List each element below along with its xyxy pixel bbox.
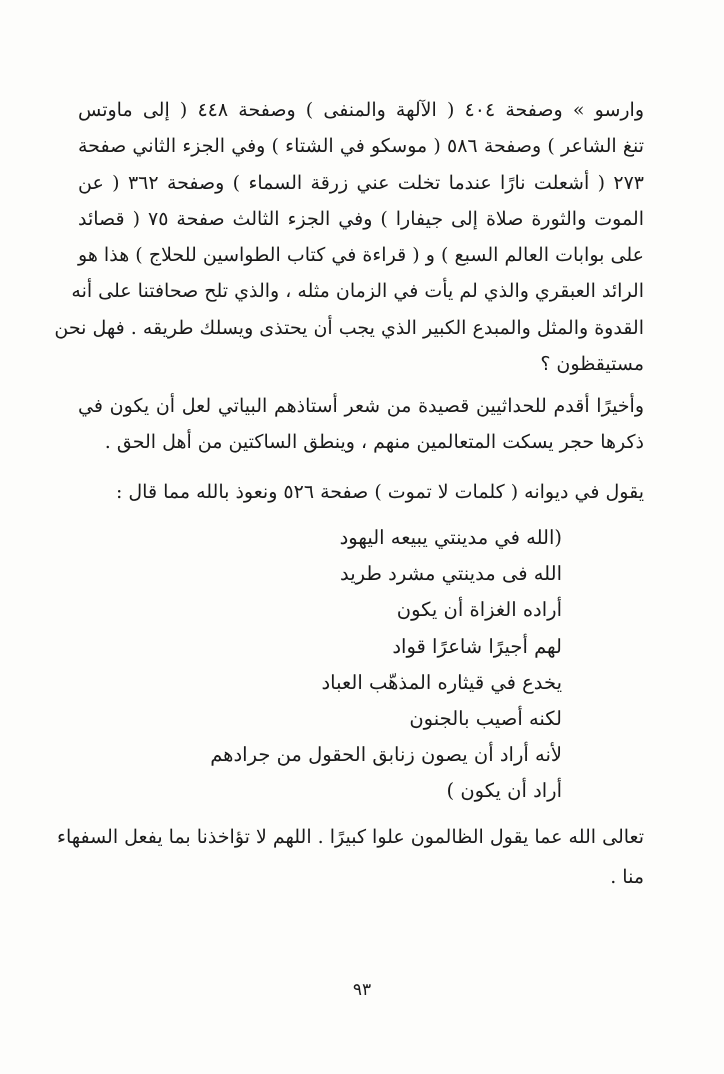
poem-line: الله فى مدينتي مشرد طريد [340, 562, 562, 586]
text-line: ذكرها حجر يسكت المتعالمين منهم ، وينطق الساكتين من أهل الحق . [104, 431, 644, 453]
text-line: القدوة والمثل والمبدع الكبير الذي يجب أن يحتذى ويسلك طريقه . فهل نحن [54, 316, 644, 339]
text-line: ٢٧٣ ( أشعلت نارًا عندما تخلت عني زرقة السماء ) وصفحة ٣٦٢ ( عن [78, 171, 644, 194]
text-line: وأخيرًا أقدم للحداثيين قصيدة من شعر أستاذهم البياتي لعل أن يكون في [78, 395, 644, 417]
text-line: الموت والثورة صلاة إلى جيفارا ) وفي الجزء الثالث صفحة ٧٥ ( قصائد [78, 207, 644, 230]
text-line: يقول في ديوانه ( كلمات لا تموت ) صفحة ٥٢٦ ونعوذ بالله مما قال : [115, 481, 644, 503]
text-line: على بوابات العالم السبع ) و ( قراءة في كتاب الطواسين للحلاج ) هذا هو [78, 244, 644, 267]
text-line: منا . [610, 866, 644, 888]
text-line: الرائد العبقري والذي لم يأت في الزمان مثله ، والذي تلح صحافتنا على أنه [71, 280, 644, 303]
poem-line: لهم أجيرًا شاعرًا قواد [392, 634, 562, 658]
text-line: مستيقظون ؟ [540, 353, 644, 376]
poem-block [142, 520, 562, 810]
poem-line: (الله في مدينتي يبيعه اليهود [339, 526, 562, 549]
text-line: وارسو » وصفحة ٤٠٤ ( الآلهة والمنفى ) وصفحة ٤٤٨ ( إلى ماوتس [78, 99, 645, 121]
paragraph-quote-intro [78, 474, 644, 510]
page-number: ٩٣ [352, 980, 372, 1000]
text-line: تعالى الله عما يقول الظالمون علوا كبيرًا . اللهم لا تؤاخذنا بما يفعل السفهاء [57, 826, 644, 848]
poem-line: لكنه أصيب بالجنون [409, 707, 562, 731]
poem-line: أراده الغزاة أن يكون [396, 598, 562, 622]
paragraph-introduction [78, 388, 644, 460]
paragraph-conclusion [57, 817, 644, 897]
paragraph-references [54, 92, 645, 382]
poem-line: لأنه أراد أن يصون زنابق الحقول من جرادهم [210, 743, 562, 767]
text-line: تنغ الشاعر ) وصفحة ٥٨٦ ( موسكو في الشتاء ) وفي الجزء الثاني صفحة [78, 135, 644, 158]
poem-line: يخدع في قيثاره المذهّب العباد [321, 670, 562, 694]
poem-line: أراد أن يكون ) [446, 779, 562, 803]
